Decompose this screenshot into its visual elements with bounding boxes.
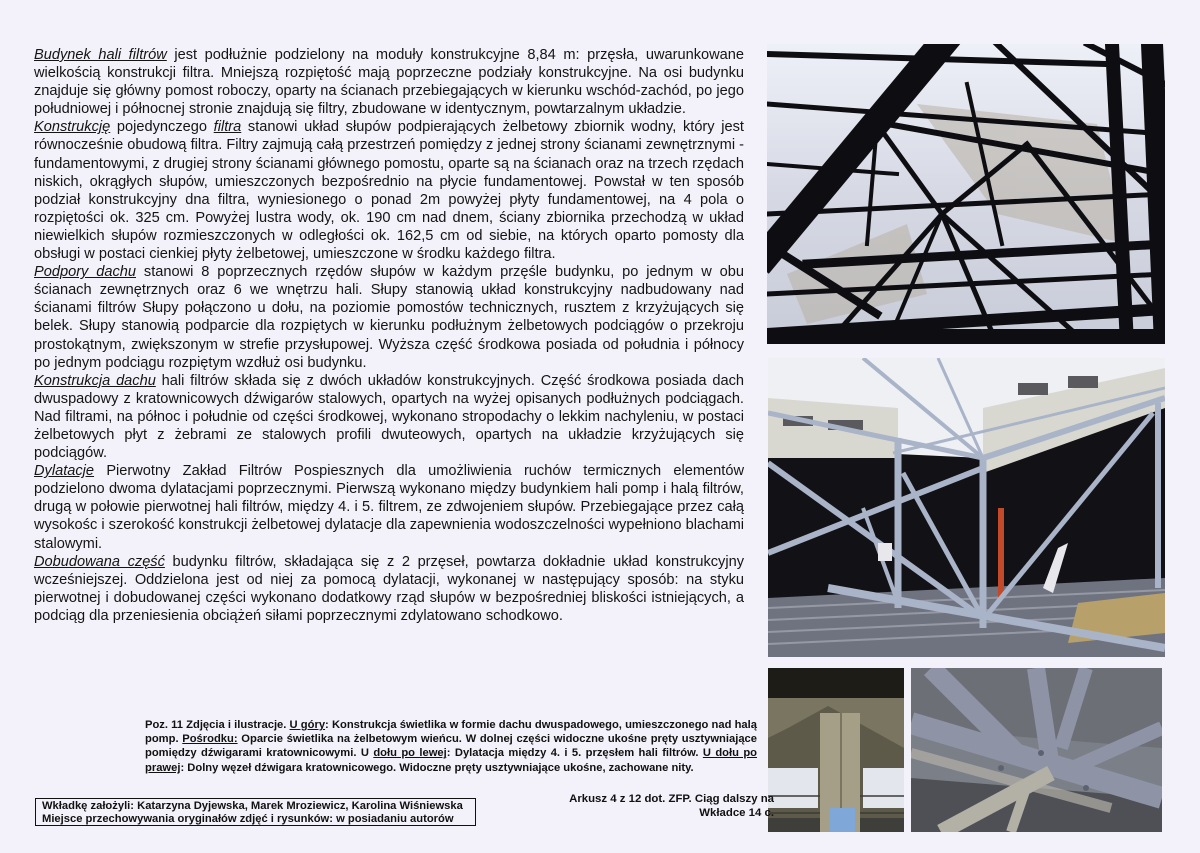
paragraph-text: stanowi 8 poprzecznych rzędów słupów w każdym przęśle budynku, po jednym w obu ścianach zewnętrznych oraz 6 we wnętrzu hali. Słupy stanowią układ konstrukcyjny nadbudowany nad ścianami filtrów Słupy połączono u dołu, na poziomie pomostów technicznych, rusztem z krzyżujących się belek. Słupy stanowią podparcie dla rozpiętych w kierunku podłużnym żelbetowych podciągów o przekroju prostokątnym, zwiększonym w strefie przysłupowej. Wyższa część środkowa posiada od południa i północy po jednym podciągu rozpiętym wzdłuż osi budynku. (34, 264, 744, 371)
heading-dilatations: Dylatacje (34, 463, 95, 480)
credits-authors: Wkładkę założyli: Katarzyna Dyjewska, Marek Mroziewicz, Karolina Wiśniewska (42, 800, 463, 812)
heading-roof-supports: Podpory dachu (34, 264, 137, 281)
paragraph-text: jest podłużnie podzielony na moduły konstrukcyjne 8,84 m: przęsła, uwarunkowane wielkością konstrukcji filtra. Mniejszą rozpiętość mają poprzeczne podziały konstrukcyjne. Na osi budynku znajduje się główny pomost roboczy, oparty na ścianach przebiegających w kierunku wschód-zachód, po jego południowej i północnej stronie znajdują się filtry, zbudowane w identycznym, powtarzalnym układzie. (34, 47, 744, 118)
heading-filter-hall: Budynek hali filtrów (34, 47, 167, 63)
caption-label-bottom-right: U dołu po prawej (145, 747, 757, 774)
heading-construction: Konstrukcję (34, 119, 111, 136)
paragraph-text: stanowi układ słupów podpierających żelbetowy zbiornik wodny, który jest równocześnie obudową filtra. Filtry zajmują całą przestrzeń pomiędzy z jednej strony ścianami zewnętrznymi - fundamentowymi, z drugiej strony ścianami głównego pomostu, oparte są na ścianach oraz na trzech rzędach niskich, okrągłych słupów, umieszczonych bezpośrednio na płycie fundamentowej. Powstał w ten sposób podział konstrukcyjny dna filtra, wyniesionego o ponad 2m powyżej płyty fundamentowej, na 4 pola o rozpiętości ok. 325 cm. Powyżej lustra wody, ok. 190 cm nad dnem, ściany zbiornika przechodzą w układ niewielkich słupów rozmieszczonych w odległości ok. 162,5 cm od siebie, na których oparto pomosty dla obsługi w postaci cienkiej płyty żelbetowej, umieszczone w środku każdego filtra. (34, 119, 744, 263)
heading-extension: Dobudowana część (34, 553, 165, 570)
paragraph-text: budynku filtrów, składająca się z 2 przęseł, powtarza dokładnie układ konstrukcyjny wcześniejszej. Oddzielona jest od niej za pomocą dylatacji, wykonanej w następujący sposób: na styku pierwotnej i dobudowanej części wykonano dodatkowy rząd słupów w bezpośredniej bliskości istniejących, a podciąg dla przeniesienia obciążeń siłami poprzecznymi zdylatowano schodkowo. (34, 553, 744, 624)
paragraph-text: hali filtrów składa się z dwóch układów konstrukcyjnych. Część środkowa posiada dach dwuspadowy z kratownicowych dźwigarów stalowych, opartych na wyżej opisanych podłużnych podciągach. Nad filtrami, na północ i południe od części środkowej, wykonano stropodachy o lekkim nachyleniu, w postaci żelbetowych płyt z żebrami ze stalowych profili dwuteowych, opartych na układzie krzyżujących się podciągów. (34, 372, 744, 462)
main-text-column (34, 46, 744, 625)
caption-label-bottom-left: dołu po lewej (373, 747, 447, 760)
sheet-note-line1: Arkusz 4 z 12 dot. ZFP. Ciąg dalszy na (569, 793, 774, 805)
credits-box (35, 798, 476, 826)
caption-text-middle: Oparcie świetlika na żelbetowym wieńcu. W dolnej części widoczne ukośne pręty usztywniające pomiędzy dźwigarami kratownicowymi. U (145, 733, 757, 760)
paragraph-text: pojedynczego (110, 119, 214, 136)
sheet-note-line2: Wkładce 14 c. (699, 807, 774, 820)
truss-lower-node-photo (911, 668, 1162, 832)
dilatation-between-bays-photo (768, 668, 904, 832)
paragraph-dilatations (34, 462, 744, 552)
caption-text-bottom-left: : Dylatacja między 4. i 5. przęsłem hali filtrów. (446, 747, 703, 760)
credits-storage: Miejsce przechowywania oryginałów zdjęć i rysunków: w posiadaniu autorów (42, 813, 454, 826)
skylight-gable-roof-truss-photo (767, 44, 1165, 344)
heading-roof-construction: Konstrukcja dachu (34, 372, 156, 389)
caption-text-bottom-right: : Dolny węzeł dźwigara kratownicowego. Widoczne pręty usztywniające ukośne, zachowane nity. (180, 761, 694, 774)
paragraph-filter-construction (34, 118, 744, 263)
caption-label-top: U góry (289, 719, 326, 731)
paragraph-extension (34, 553, 744, 625)
paragraph-filter-hall (34, 46, 744, 118)
sheet-continuation-note (520, 792, 774, 820)
paragraph-roof-supports (34, 263, 744, 372)
skylight-support-ring-beam-photo (768, 358, 1165, 657)
caption-label-middle: Pośrodku: (182, 733, 238, 746)
paragraph-text: Pierwotny Zakład Filtrów Pospiesznych dla umożliwienia ruchów termicznych elementów podzielono dwoma dylatacjami poprzecznymi. Pierwszą wykonano między budynkiem hali pomp i halą filtrów, drugą w połowie pierwotnej hali filtrów, między 4. i 5. filtrem, ze zdwojeniem słupów. Przebiegające przez całą wysokośc i szerokość konstrukcji żelbetowej dylatacje dla zapewnienia wodoszczelności wypełniono blachami stalowymi. (34, 463, 744, 552)
heading-filter: filtra (213, 119, 242, 136)
photo-caption (145, 718, 757, 775)
caption-text-top: : Konstrukcja świetlika w formie dachu dwuspadowego, umieszczonego nad halą pomp. (145, 719, 757, 746)
paragraph-roof-construction (34, 372, 744, 462)
caption-intro: Poz. 11 Zdjęcia i ilustracje. (145, 719, 290, 731)
